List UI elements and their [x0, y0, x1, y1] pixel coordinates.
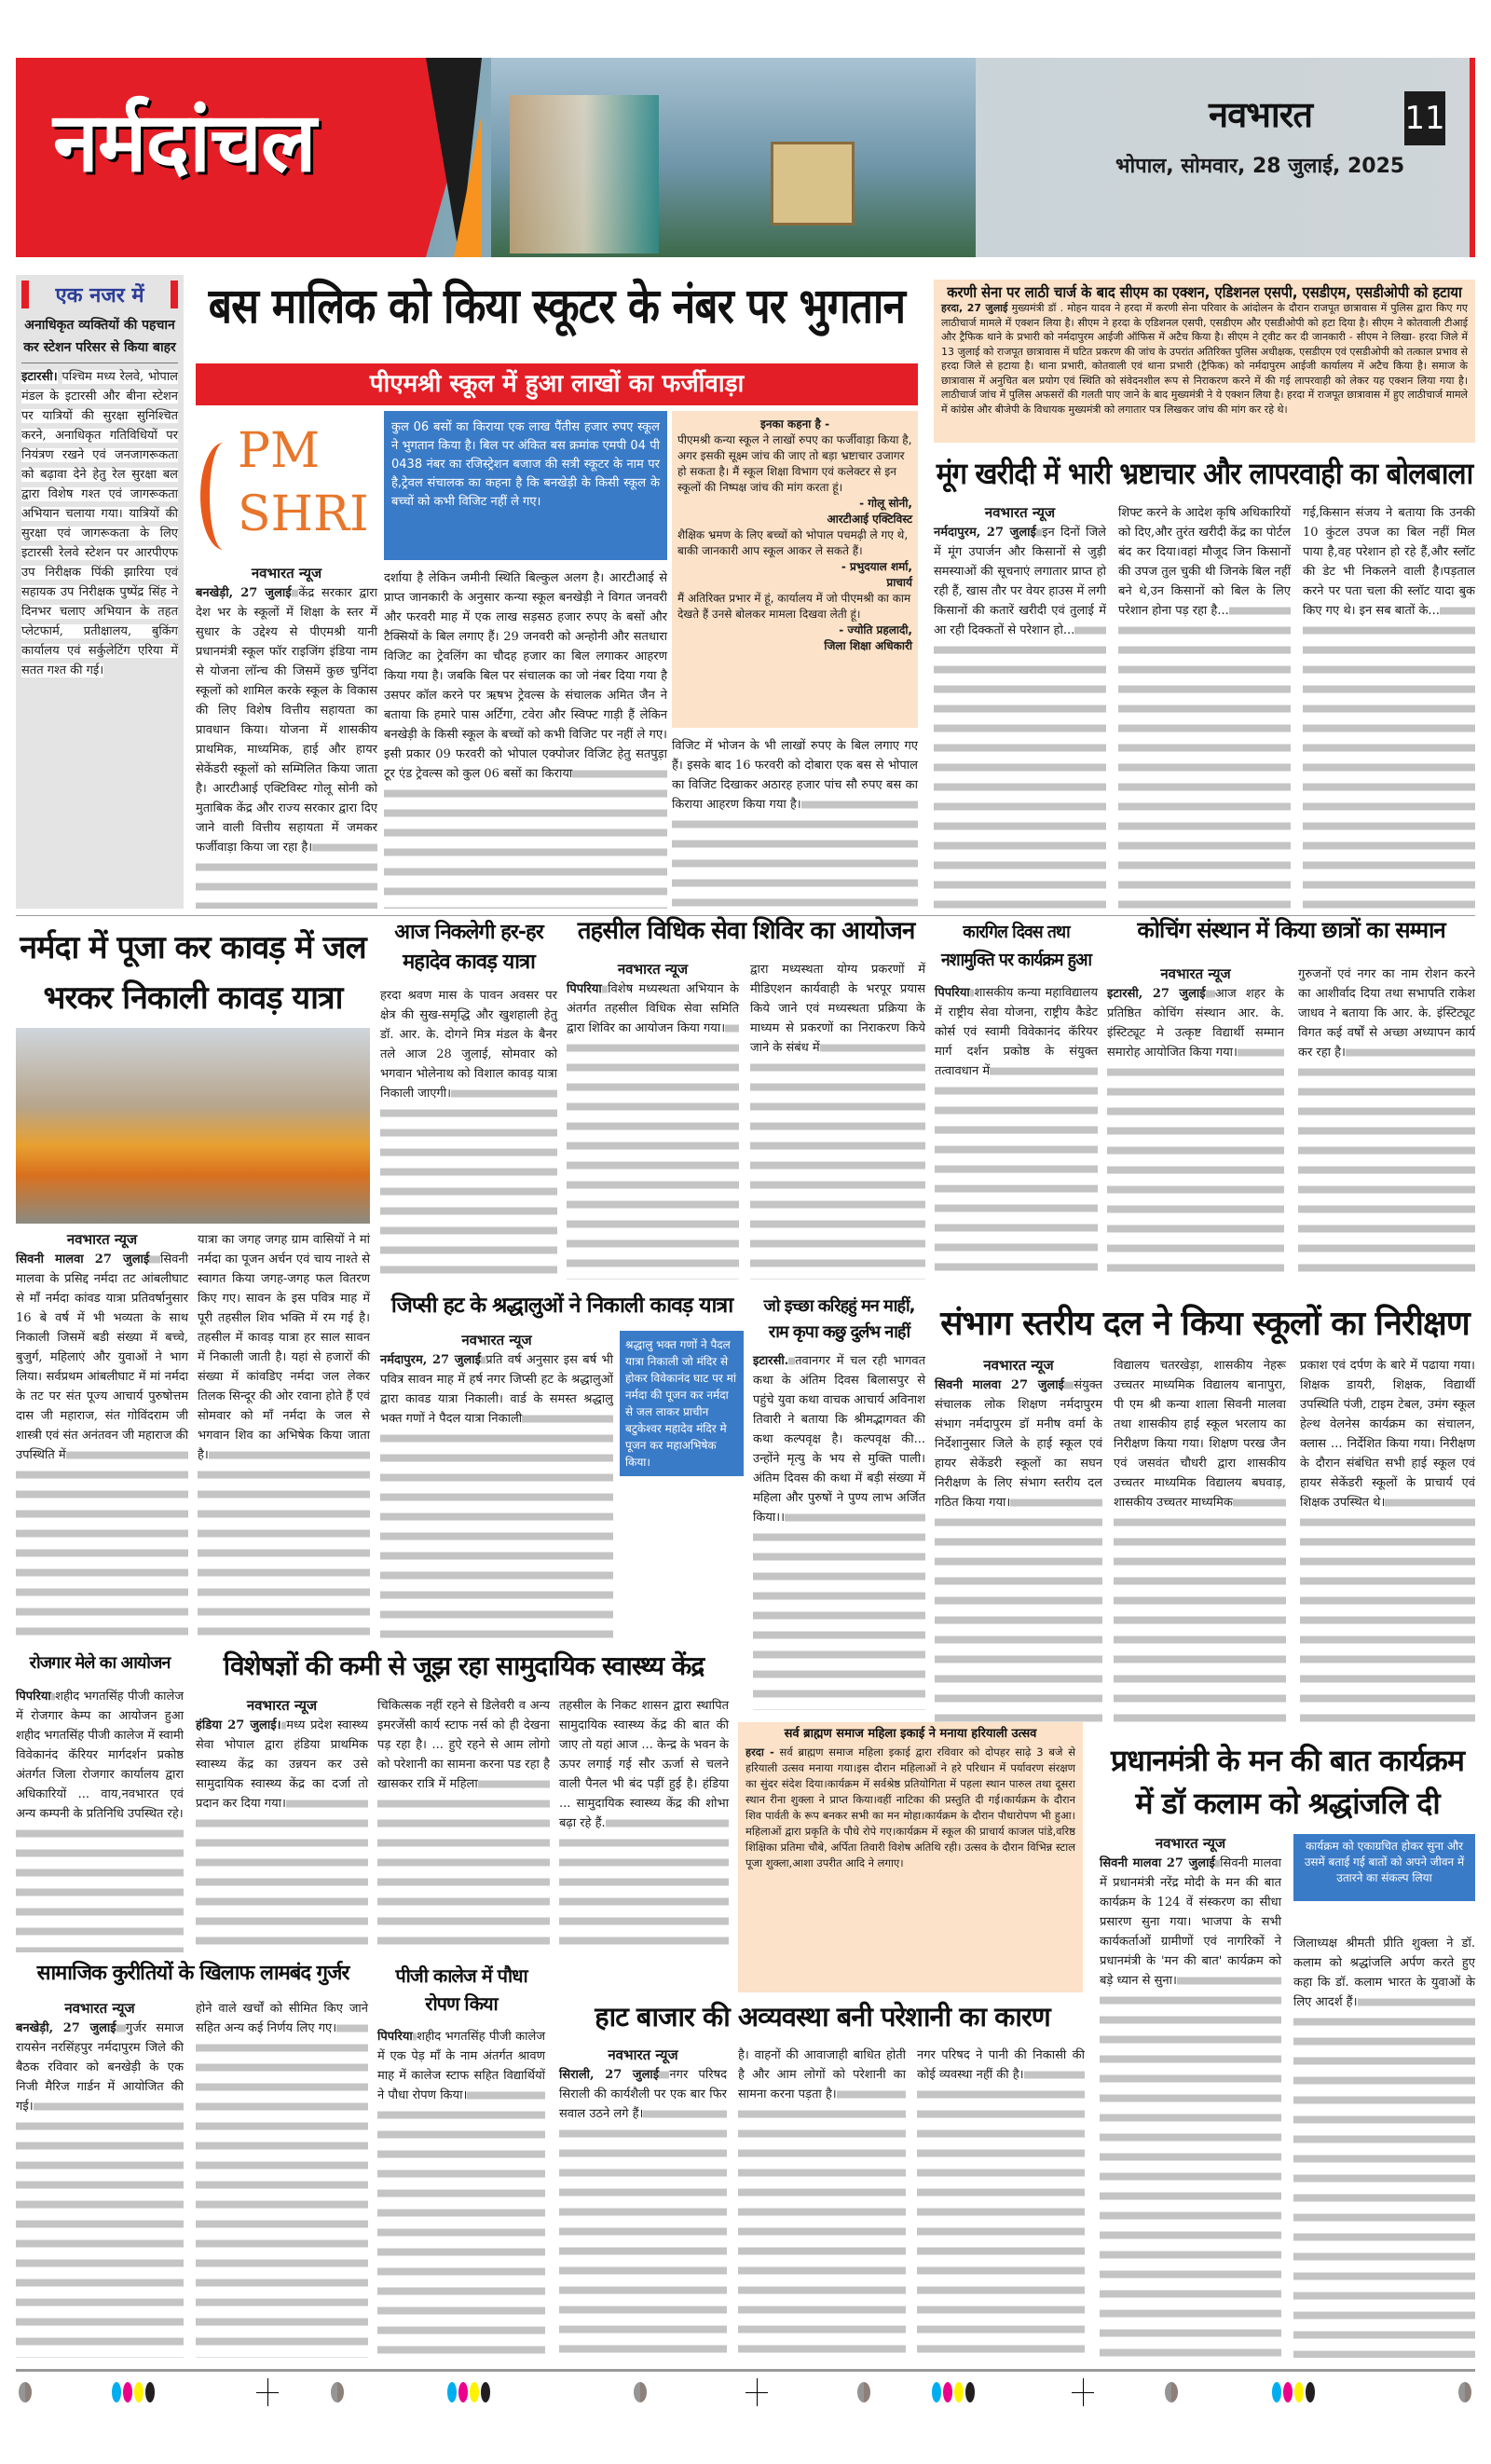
dateline: नर्मदापुरम, 27 जुलाई	[380, 1353, 481, 1367]
color-bar-mark	[965, 2382, 975, 2402]
kalam-headline: प्रधानमंत्री के मन की बात कार्यक्रम में डॉ कलाम को श्रद्धांजलि दी	[1111, 1743, 1464, 1821]
article-body: विशेष मध्यस्थता अभियान के अंतर्गत तहसील विधिक सेवा समिति द्वारा शिविर का आयोजन किया गया।	[567, 982, 739, 1035]
article-body: विजिट में भोजन के भी लाखों रुपए के बिल लगाए गए हैं। इसके बाद 16 फरवरी को दोबारा एक बस से भोपाल का विजिट दिखाकर अठारह हजार पांच सौ रुपए बस का किराया आहरण किया गया है।	[672, 739, 918, 812]
article-body: गुरुजनों एवं नगर का नाम रोशन करने का आशीर्वाद दिया तथा सभापति राकेश जाधव ने बताया कि आर. के. इंस्टिट्यूट विगत कई वर्षों से अच्छा अध्यापन कार्य कर रहा है।	[1298, 967, 1475, 1060]
color-bar-mark	[112, 2382, 121, 2402]
gurjar-headline: सामाजिक कुरीतियों के खिलाफ लामबंद गुर्जर	[36, 1962, 349, 1985]
sidebar-body: पश्चिम मध्य रेलवे, भोपाल मंडल के इटारसी और बीना स्टेशन पर यात्रियों की सुरक्षा सुनिश्चित करने, अनाधिकृत गतिविधियों पर नियंत्रण रखने एवं जनजागरूकता को बढ़ावा देने हेतु रेल सुरक्षा बल द्वारा विशेष गश्त एवं जागरूकता अभियान चलाया गया। यात्रियों की सुरक्षा एवं जागरूकता के लिए इटारसी रेलवे स्टेशन पर आरपीएफ उप निरीक्षक पिंकी झारिया एवं सहायक उप निरीक्षक पुष्पेंद्र सिंह ने दिनभर चलाए अभियान के तहत प्लेटफार्म, प्रतीक्षालय, बुकिंग कार्यालय एवं सर्कुलेटिंग एरिया में सतत गश्त की गई।	[21, 370, 178, 678]
gurjar-col-2	[196, 1999, 368, 2358]
dateline: हरदा, 27 जुलाई	[941, 302, 1008, 315]
harhar-headline: आज निकलेगी हर-हर महादेव कावड़ यात्रा	[394, 921, 543, 974]
tehsil-headline: तहसील विधिक सेवा शिविर का आयोजन	[577, 917, 915, 945]
health-col-3	[559, 1696, 729, 1952]
rojgar-body	[16, 1687, 184, 1952]
article-body: सर्व ब्राह्मण समाज महिला इकाई द्वारा रविवार को दोपहर साढ़े 3 बजे से हरियाली उत्सव मनाया गया।इस दौरान महिलाओं ने हरे परिधान में पर्यावरण संरक्षण का सुंदर संदेश दिया।कार्यक्रम में सर्वश्रेष्ठ प्रतियोगिता में पहला स्थान पारुल तथा दूसरा स्थान रीना शुक्ला ने प्राप्त किया।वहीं नाटिका की प्रस्तुति दी गई।कार्यक्रम के दौरान शिव पार्वती के रूप बनकर सभी का मन मोहा।कार्यक्रम के दौरान पौधारोपण भी हुआ।महिलाओं द्वारा प्रकृति के पौधे रोपे गए।कार्यक्रम में स्कूल की प्राचार्य काजल पांडे,वरिष्ठ शिक्षिका प्रतिमा चौबे, अर्पिता तिवारी विशेष अतिथि रही। उत्सव के दौरान विभिन्न स्टाल पूजा शुक्ला,आशा उपरीत आदि ने लगाए।	[746, 1745, 1076, 1869]
color-bar-mark	[1272, 2382, 1281, 2402]
moong-col-2	[1118, 503, 1291, 909]
kavad-col-2	[198, 1230, 370, 1645]
color-bar-mark	[447, 2382, 457, 2402]
article-body: शिफ्ट करने के आदेश कृषि अधिकारियों को दिए,और तुरंत खरीदी केंद्र का पोर्टल बंद कर दिया।वहां मौजूद जिन किसानों की उपज तुल चुकी थी जिनके बिल नहीं बने थे,उन किसानों को बिल के लिए परेशान होना पड़ रहा है...	[1118, 506, 1291, 618]
kargil-headline: कारगिल दिवस तथा नशामुक्ति पर कार्यक्रम हुआ	[940, 922, 1092, 970]
dateline: पिपरिया	[935, 986, 970, 1000]
article-body: नगर परिषद सिराली की कार्यशैली पर एक बार फिर सवाल उठने लगे हैं।	[559, 2068, 728, 2121]
coaching-col-1	[1107, 965, 1284, 1280]
kavad-photo	[16, 1028, 370, 1224]
kalam-col-1	[1100, 1834, 1281, 2358]
sambhag-col-2	[1114, 1356, 1286, 1724]
grey-balance-mark	[19, 2382, 32, 2402]
logo-text: PM SHRI	[238, 423, 369, 542]
color-bar-mark	[134, 2382, 144, 2402]
byline: नवभारत न्यूज	[934, 503, 1106, 523]
dateline: पिपरिया	[377, 2030, 413, 2044]
byline: नवभारत न्यूज	[559, 2046, 727, 2065]
article-body: नगर परिषद ने पानी की निकासी की कोई व्यवस्था नहीं की है।	[917, 2048, 1085, 2082]
color-bar-mark	[1294, 2382, 1304, 2402]
article-body: द्वारा मध्यस्थता योग्य प्रकरणों में मीडिएशन कार्यवाही के भरपूर प्रयास किये जाने एवं मध्यस्थता प्रक्रिया के माध्यम से प्रकरणों का निराकरण किये जाने के संबंध में	[750, 963, 925, 1055]
footer-rule	[16, 2369, 1475, 2372]
byline: नवभारत न्यूज	[567, 960, 739, 979]
article-body: गई,किसान संजय ने बताया कि उनकी 10 कुंटल उपज का बिल नहीं मिल पाया है,वह परेशान हो रहे हैं,और स्लॉट की डेट भी निकलने वाली है।पड़ताल करने पर पता चला की स्लॉट यादा बुक किए गए थे। इन सब बातों के...	[1303, 506, 1475, 618]
lead-col-1	[196, 564, 377, 909]
pm-shri-logo	[200, 415, 369, 554]
byline: नवभारत न्यूज	[196, 564, 377, 583]
article-body: जिलाध्यक्ष श्रीमती प्रीति शुक्ला ने डॉ. कलाम को श्रद्धांजलि अर्पण करते हुए कहा कि डॉ. कलाम भारत के युवाओं के लिए आदर्श हैं।	[1293, 1937, 1475, 2009]
masthead	[16, 58, 1475, 257]
quote-name: - गोलू सोनी,	[859, 497, 912, 510]
at-a-glance-sidebar	[16, 275, 184, 909]
dateline: हरदा -	[746, 1745, 774, 1759]
page-number: 11	[1404, 91, 1445, 145]
quote-text: मैं अतिरिक्त प्रभार में हूं, कार्यालय में जो पीएमश्री का काम देखते हैं उनसे बोलकर मामला दिखवा लेती हूं।	[677, 592, 911, 621]
lead-col-2	[384, 568, 667, 909]
moong-headline: मूंग खरीदी में भारी भ्रष्टाचार और लापरवाही का बोलबाला	[936, 456, 1473, 491]
issue-date: भोपाल, सोमवार, 28 जुलाई, 2025	[1115, 155, 1405, 178]
health-headline: विशेषज्ञों की कमी से जूझ रहा सामुदायिक स्वास्थ्य केंद्र	[223, 1650, 704, 1681]
grey-balance-mark	[857, 2382, 870, 2402]
kalam-col-2	[1293, 1934, 1475, 2358]
gypsy-highlight-box: श्रद्धालु भक्त गणों ने पैदल यात्रा निकाली जो मंदिर से होकर विवेकानंद घाट पर मां नर्मदा की पूजन कर नर्मदा से जल लाकर प्राचीन बटुकेश्वर महादेव मंदिर मे पूजन कर महाअभिषेक किया।	[620, 1331, 744, 1476]
dateline: हंडिया 27 जुलाई।	[196, 1718, 281, 1732]
grey-balance-mark	[634, 2382, 647, 2402]
color-bar-mark	[481, 2382, 490, 2402]
moong-col-1	[934, 503, 1106, 909]
lead-strap: पीएमश्री स्कूल में हुआ लाखों का फर्जीवाड़ा	[196, 363, 918, 405]
sambhag-col-1	[935, 1356, 1102, 1724]
quotes-box	[672, 411, 918, 728]
crosshair-mark	[1072, 2378, 1094, 2406]
article-body: आज शहर के प्रतिष्ठित कोचिंग संस्थान आर. के. इंस्टिट्यूट मे उत्कृष्ट विद्यार्थी सम्मान समारोह आयोजित किया गया।	[1107, 987, 1284, 1060]
byline: नवभारत न्यूज	[1107, 965, 1284, 984]
pg-body	[377, 2027, 545, 2358]
sidebar-place: इटारसी।	[21, 370, 58, 384]
article-body: संयुक्त संचालक लोक शिक्षण नर्मदापुरम संभाग नर्मदापुरम डॉ मनीष वर्मा के निर्देशानुसार जिले के हाई स्कूल एवं हायर सेकेंडरी स्कूलों का सघन निरीक्षण के लिए संभाग स्तरीय दल गठित किया गया।	[935, 1378, 1102, 1510]
harhar-body	[380, 986, 557, 1280]
sidebar-title: एक नजर में	[21, 281, 178, 308]
dateline: सिराली, 27 जुलाई	[559, 2068, 660, 2082]
color-bar-mark	[1283, 2382, 1293, 2402]
gurjar-col-1	[16, 1999, 184, 2358]
article-body: प्रति वर्ष अनुसार इस बर्ष भी पवित्र सावन माह में हर्ष नगर जिप्सी हट के श्रद्धालुओं द्वारा कावड यात्रा निकाली। वार्ड के समस्त श्रद्धालु भक्त गणों ने पैदल यात्रा निकाली	[380, 1353, 613, 1426]
article-body: मुख्यमंत्री डॉ . मोहन यादव ने हरदा में करणी सेना परिवार के आंदोलन के दौरान राजपूत छात्रावास में पुलिस द्वारा किए गए लाठीचार्ज मामले में एक्शन लिया है। सीएम ने हरदा के एडिशनल एसपी, एसडीएम और एसडीओपी को हटा दिया है। सीएम ने कोतवाली टीआई और ट्रैफिक थाने के प्रभारी को नर्मदापुरम आईजी ऑफिस में अटैच किया है। सीएम ने ट्वीट कर दी जानकारी - सीएम ने लिखा- हरदा जिले में 13 जुलाई को राजपूत छात्रावास में घटित प्रकरण की जांच के उपरांत अतिरिक्त पुलिस अधीक्षक, एसडीएम एवं एसडीओपी को तत्काल प्रभाव से हरदा जिले से हटाया है। थाना प्रभारी, कोतवाली एवं थाना प्रभारी (ट्रैफिक) को नर्मदापुरम आईजी कार्यालय में अटैच किया है। समाज के छात्रावास में अनुचित बल प्रयोग एवं स्थिति को संवेदनशील रूप से निराकरण करने में की गई लापरवाही को लेकर यह एक्शन लिया गया है। लाठीचार्ज जांच में पुलिस अफसरों की गलती पाए जाने के बाद मुख्यमंत्री ने ये एक्शन लिया है। हरदा में राजपूत छात्रावास में हुए लाठीचार्ज मामले में कांग्रेस और बीजेपी के विधायक मुख्यमंत्री को लगातार पत्र लिखकर जांच की मांग कर रहे थे।	[941, 302, 1469, 416]
byline: नवभारत न्यूज	[1100, 1834, 1281, 1854]
color-bar-mark	[458, 2382, 468, 2402]
article-body: चिकित्सक नहीं रहने से डिलेवरी व अन्य इमरजेंसी कार्य स्टाफ नर्स को ही देखना पड़ रहा है। ... हुऐ रहने से आम लोगो को परेशानी का सामना करना पड रहा है खासकर रात्रि में महिला	[377, 1699, 550, 1791]
grey-balance-mark	[1165, 2382, 1178, 2402]
paper-name: नवभारत	[1209, 94, 1312, 135]
article-body: इन दिनों जिले में मूंग उपार्जन और किसानों से जुड़ी समस्याओं की सूचनाएं लगातार प्राप्त हो रही हैं, खास तौर पर वेयर हाउस में लगी किसानों की कतारें खरीदी एवं तुलाई में आ रही दिक्कतों से परेशान हो...	[934, 526, 1106, 637]
dateline: सिवनी मालवा 27 जुलाई	[935, 1378, 1064, 1392]
article-body: केंद्र सरकार द्वारा देश भर के स्कूलों में शिक्षा के स्तर में सुधार के उद्देश्य से पीएमश्री यानी प्रधानमंत्री स्कूल फॉर राइजिंग इंडिया नाम से योजना लॉन्च की जिसमें कुछ चुनिंदा स्कूलों को शामिल करके स्कूल के विकास की लिए विशेष वित्तीय सहायता का प्रावधान किया। योजना में शासकीय प्राथमिक, माध्यमिक, हाई और हायर सेकेंडरी स्कूलों को सम्मिलित किया जाता है। आरटीआई एक्टिविस्ट गोलू सोनी को मुताबिक केंद्र और राज्य सरकार द्वारा दिए जाने वाली वित्तीय सहायता में जमकर फर्जीवाड़ा किया जा रहा है।	[196, 586, 377, 855]
haat-col-1	[559, 2046, 727, 2358]
dateline: बनखेड़ी, 27 जुलाई	[16, 2021, 116, 2035]
article-body: है। वाहनों की आवाजाही बाधित होती है और आम लोगों को परेशानी का सामना करना पड़ता है।	[738, 2048, 906, 2101]
article-body: गुर्जर समाज रायसेन नरसिंहपुर नर्मदापुरम जिले की बैठक रविवार को बनखेड़ी के एक निजी मैरिज गार्डन में आयोजित की गई।	[16, 2021, 184, 2114]
quote-text: शैक्षिक भ्रमण के लिए बच्चों को भोपाल पचमढ़ी ले गए थे, बाकी जानकारी आप स्कूल आकर ले सकते हैं।	[677, 528, 909, 557]
article-body: हरदा श्रवण मास के पावन अवसर पर क्षेत्र की सुख-समृद्धि और खुशहाली हेतु डॉ. आर. के. दोगने मित्र मंडल के बैनर तले आज 28 जुलाई, सोमवार को भगवान भोलेनाथ को विशाल कावड़ यात्रा निकाली जाएगी।	[380, 989, 557, 1101]
haat-col-3	[917, 2046, 1085, 2358]
sambhag-headline: संभाग स्तरीय दल ने किया स्कूलों का निरीक्षण	[940, 1305, 1470, 1343]
kargil-body	[935, 983, 1098, 1280]
quote-text: पीएमश्री कन्या स्कूल ने लाखों रुपए का फर्जीवाड़ा किया है, अगर इसकी सूक्ष्म जांच की जाए तो बड़ा भ्रष्टाचार उजागर हो सकता है। मैं स्कूल शिक्षा विभाग एवं कलेक्टर से इन स्कूलों की निष्पक्ष जांच की मांग करता हूं।	[677, 433, 912, 494]
article-body: शासकीय कन्या महाविद्यालय में राष्ट्रीय सेवा योजना, राष्ट्रीय कैडेट कोर्स एवं स्वामी विवेकानंद कॅरियर मार्ग दर्शन प्रकोष्ठ के संयुक्त तत्वावधान में	[935, 986, 1098, 1078]
dateline: सिवनी मालवा 27 जुलाई	[16, 1253, 150, 1266]
hariyali-box	[738, 1722, 1083, 1992]
quotes-title: इनका कहना है -	[759, 418, 830, 431]
quote-name: - प्रभुदयाल शर्मा,	[841, 560, 912, 573]
crosshair-mark	[256, 2378, 279, 2406]
gypsy-body	[380, 1331, 613, 1645]
article-body: शहीद भगतसिंह पीजी कालेज में एक पेड़ माँ के नाम अंतर्गत श्रावण माह में कालेज स्टाफ सहित विद्यार्थियों ने पौधा रोपण किया।	[377, 2030, 545, 2102]
crosshair-mark	[746, 2378, 768, 2406]
tehsil-col-2	[750, 960, 925, 1280]
haat-col-2	[738, 2046, 906, 2358]
lead-highlight-box: कुल 06 बसों का किराया एक लाख पैंतीस हजार रुपए स्कूल ने भुगतान किया है। बिल पर अंकित बस क्रमांक एमपी 04 पी 0438 नंबर का रजिस्ट्रेशन बजाज की सत्री स्कूटर के नाम पर है,ट्रेवल संचालक का कहना है कि बनखेड़ी के किसी स्कूल के बच्चों को कभी विजिट नहीं ले गए।	[384, 411, 667, 560]
byline: नवभारत न्यूज	[935, 1356, 1102, 1376]
dateline: नर्मदापुरम, 27 जुलाई	[934, 526, 1036, 540]
article-body: सिवनी मालवा में प्रधानमंत्री नरेंद्र मोदी के मन की बात कार्यक्रम के 124 वें संस्करण का सीधा प्रसारण सुना गया। भाजपा के सभी कार्यकर्ताओं ग्रामीणों एवं नागरिकों ने प्रधानमंत्री के 'मन की बात' कार्यक्रम को बड़े ध्यान से सुना।	[1100, 1856, 1281, 1988]
article-body: मध्य प्रदेश स्वास्थ्य सेवा भोपाल द्वारा हंडिया प्राथमिक स्वास्थ्य केंद्र का उन्नयन कर उसे सामुदायिक स्वास्थ्य केंद्र का दर्जा तो प्रदान कर दिया गया।	[196, 1718, 368, 1811]
sidebar-headline: अनाधिकृत व्यक्तियों की पहचान कर स्टेशन परिसर से किया बाहर	[21, 314, 178, 363]
tehsil-col-1	[567, 960, 739, 1280]
color-bar-mark	[954, 2382, 964, 2402]
quote-role: जिला शिक्षा अधिकारी	[824, 639, 912, 652]
article-body: तहसील के निकट शासन द्वारा स्थापित सामुदायिक स्वास्थ्य केंद्र की बात की जाए तो यहां आज ... केन्द्र के भवन के ऊपर लगाई गई सौर ऊर्जा से चलने वाली पैनल भी बंद पड़ीं हुई है। हंडिया ... सामुदायिक स्वास्थ्य केंद्र की शोभा बढ़ा रहे हैं.	[559, 1699, 729, 1830]
haat-headline: हाट बाजार की अव्यवस्था बनी परेशानी का कारण	[595, 2001, 1050, 2033]
katha-headline: जो इच्छा करिहहुं मन माहीं, राम कृपा कछु दुर्लभ नाहीं	[763, 1296, 915, 1342]
color-bar-mark	[943, 2382, 952, 2402]
lead-col-3	[672, 736, 918, 909]
kavad-col-1	[16, 1230, 188, 1645]
byline: नवभारत न्यूज	[16, 1230, 188, 1250]
byline: नवभारत न्यूज	[16, 1999, 184, 2019]
katha-body	[753, 1351, 925, 1710]
article-body: प्रकाश एवं दर्पण के बारे में पढाया गया। शिक्षक डायरी, शिक्षक, विद्यार्थी उपस्थिति पंजी, टाइम टेबल, उमंग स्कूल हेल्थ वेलनेस कार्यक्रम का संचालन, क्लास ... निर्देशित किया गया। निरीक्षण के दौरान संबंधित सभी हाई स्कूल एवं हायर सेकेंडरी स्कूलों के प्राचार्य एवं शिक्षक उपस्थित थे।	[1300, 1359, 1475, 1510]
dateline: इटारसी, 27 जुलाई	[1107, 987, 1206, 1001]
gypsy-headline: जिप्सी हट के श्रद्धालुओं ने निकाली कावड़ यात्रा	[390, 1294, 733, 1318]
kalam-highlight-box: कार्यक्रम को एकाग्रचित होकर सुना और उसमें बताई गई बातों को अपने जीवन में उतारने का संकल्प लिया	[1293, 1834, 1475, 1901]
coaching-col-2	[1298, 965, 1475, 1280]
hariyali-headline: सर्व ब्राह्मण समाज महिला इकाई ने मनाया हरियाली उत्सव	[784, 1727, 1037, 1741]
color-bar-mark	[470, 2382, 479, 2402]
article-body: शहीद भगतसिंह पीजी कालेज में रोजगार केम्प का आयोजन हुआ शहीद भगतसिंह पीजी कालेज में स्वामी विवेकानंद कॅरियर मार्गदर्शन प्रकोष्ठ अंतर्गत जिला रोजगार कार्यालय द्वारा अधिकारियों ... वाय,नवभारत एवं अन्य कम्पनी के प्रतिनिधि उपस्थित रहे।	[16, 1690, 184, 1821]
article-body: विद्यालय चतरखेड़ा, शासकीय नेहरू उच्चतर माध्यमिक विद्यालय बानापुरा, पी एम श्री कन्या शाला सिवनी मालवा तथा शासकीय हाई स्कूल भरलाय का निरीक्षण किया गया। शिक्षण परख जैन एवं जसवंत चौधरी द्वारा शासकीय उच्चतर माध्यमिक विद्यालय बघवाड़, शासकीय उच्चतर माध्यमिक	[1114, 1359, 1286, 1510]
article-body: होने वाले खर्चों को सीमित किए जाने सहित अन्य कई निर्णय लिए गए।	[196, 2002, 368, 2035]
section-title: नर्मदांचल	[53, 94, 316, 190]
quote-role: आरटीआई एक्टिविस्ट	[827, 513, 912, 526]
article-body: यात्रा का जगह जगह ग्राम वासियों ने मां नर्मदा का पूजन अर्चन एवं चाय नाश्ते से स्वागत किया जगह-जगह फल वितरण किए गए। सावन के इस पवित्र माह में पूरी तहसील शिव भक्ति में रम गई है। तहसील में कावड़ यात्रा हर साल सावन में निकाली जाती है। यहां से हजारों की संख्या में कांवडिए नर्मदा जल लेकर तिलक सिन्दूर की ओर रवाना होते हैं एवं सोमवार को माँ नर्मदा के जल से भगवान शिव का अभिषेक किया जाता है।	[198, 1233, 370, 1462]
byline: नवभारत न्यूज	[380, 1331, 613, 1350]
rojgar-headline: रोजगार मेले का आयोजन	[29, 1653, 171, 1673]
ghat-photo	[491, 58, 976, 257]
health-col-1	[196, 1696, 368, 1952]
dateline: पिपरिया	[567, 982, 602, 996]
color-bar-mark	[1306, 2382, 1315, 2402]
moong-col-3	[1303, 503, 1475, 909]
health-col-2	[377, 1696, 550, 1952]
article-body: सिवनी मालवा के प्रसिद्द नर्मदा तट आंबलीघाट से माँ नर्मदा कांवड यात्रा प्रतिवर्षानुसार 16 बे वर्ष में भी भव्यता के साथ निकाली जिसमें बडी संख्या में बच्चे, बुजुर्ग, महिलाएं और युवाओं ने भाग लिया। सर्वप्रथम आंबलीघाट में मां नर्मदा के तट पर संत पूज्य आचार्य पुरुषोत्तम दास जी महाराज, संत गोविंदराम जी शास्त्री एवं संत अनंतवन जी महाराज की उपस्थिति में	[16, 1253, 188, 1462]
dateline: बनखेड़ी, 27 जुलाई	[196, 586, 292, 600]
dateline: इटारसी.	[753, 1354, 789, 1368]
quote-name: - ज्योति प्रहलादी,	[839, 623, 912, 637]
color-bar-mark	[932, 2382, 941, 2402]
color-bar-mark	[123, 2382, 132, 2402]
dateline: पिपरिया	[16, 1690, 51, 1704]
karni-sena-box	[934, 280, 1475, 443]
coaching-headline: कोचिंग संस्थान में किया छात्रों का सम्मान	[1137, 917, 1445, 943]
kavad-headline: नर्मदा में पूजा कर कावड़ में जल भरकर निकाली कावड़ यात्रा	[20, 929, 366, 1017]
quote-role: प्राचार्य	[886, 576, 912, 589]
article-body: तवानगर में चल रही भागवत कथा के अंतिम दिवस बिलासपुर से पहुंचे युवा कथा वाचक आचार्य अविनाश तिवारी ने बताया कि श्रीमद्भागवत की कथा कल्पवृक्ष है। कल्पवृक्ष की... उन्होंने मृत्यु के भय से मुक्ति पाली। अंतिम दिवस की कथा में बड़ी संख्या में महिला और पुरुषों ने पुण्य लाभ अर्जित किया।।	[753, 1354, 926, 1525]
lead-headline: बस मालिक को किया स्कूटर के नंबर पर भुगतान	[208, 279, 906, 335]
article-body: दर्शाया है लेकिन जमीनी स्थिति बिल्कुल अलग है। आरटीआई से प्राप्त जानकारी के अनुसार कन्या स्कूल बनखेड़ी ने विगत जनवरी और फरवरी माह में एक लाख सड़सठ हजार रुपए के बसों और टैक्सियों के बिल लगाए हैं। 29 जनवरी को अन्होनी और सतधारा विजिट का ट्रेवलिंग का चौदह हजार का बिल लगाकर आहरण किया गया है। जबकि बिल पर संचालक का जो नंबर दिया गया है उसपर कॉल करने पर ऋषभ ट्रेवल्स के संचालक अमित जैन ने बताया कि हमारे पास अर्टिगा, टवेरा और स्विफ्ट गाड़ी हैं लेकिन बनखेड़ी के किसी स्कूल के बच्चों को कभी विजिट पर नहीं ले गए। इसी प्रकार 09 फरवरी को भोपाल एक्पोजर विजिट हेतु सतपुड़ा टूर एंड ट्रेवल्स को कुल 06 बसों का किराया	[384, 571, 667, 781]
pg-headline: पीजी कालेज में पौधा रोपण किया	[395, 1964, 527, 2015]
sambhag-col-3	[1300, 1356, 1475, 1724]
karni-headline: करणी सेना पर लाठी चार्ज के बाद सीएम का एक्शन, एडिशनल एसपी, एसडीएम, एसडीओपी को हटाया	[947, 283, 1462, 301]
byline: नवभारत न्यूज	[196, 1696, 368, 1716]
color-bar-mark	[145, 2382, 155, 2402]
grey-balance-mark	[1458, 2382, 1471, 2402]
dateline: सिवनी मालवा 27 जुलाई	[1100, 1856, 1215, 1870]
grey-balance-mark	[331, 2382, 344, 2402]
